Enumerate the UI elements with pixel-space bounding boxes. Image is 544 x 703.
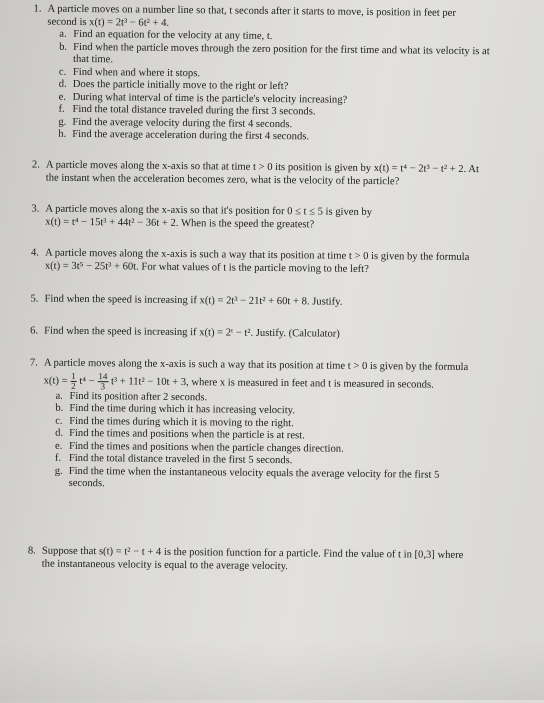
problem-2-line-cont: the instant when the acceleration becomes zero, what is the velocity of the particle?: [46, 172, 532, 190]
problem-7-line: A particle moves along the x-axis is such a way that its position at time t > 0 is given by the formula: [44, 358, 534, 376]
problem-number: 7.: [30, 357, 38, 370]
problem-8-line-cont: the instantaneous velocity is equal to the average velocity.: [42, 558, 532, 576]
problem-5-line: Find when the speed is increasing if x(t) = 2t³ − 21t² + 60t + 8. Justify.: [44, 294, 530, 312]
problem-4-line-cont: x(t) = 3t⁵ − 25t³ + 60t. For what values of t is the particle moving to the left?: [45, 260, 533, 278]
problem-8-line: Suppose that s(t) = t² − t + 4 is the position function for a particle. Find the value of t in [0,3] where: [42, 546, 532, 564]
problem-1-stem-cont: second is x(t) = 2t³ − 6t² + 4.: [47, 16, 533, 34]
problem-4: [31, 247, 533, 252]
problem-3-line: A particle moves along the x-axis so that it's position for 0 ≤ t ≤ 5 is given by: [45, 204, 531, 222]
problem-1-part-e: e. During what interval of time is the particle's velocity increasing?: [59, 91, 533, 108]
problem-1-stem: A particle moves on a number line so that, t seconds after it starts to move, is position in feet per: [47, 4, 533, 22]
problem-7: [30, 357, 534, 362]
problem-number: 2.: [32, 159, 40, 172]
problem-1-part-d: d. Does the particle initially move to the right or left?: [59, 79, 533, 96]
problem-1-part-g: g. Find the average velocity during the first 4 seconds.: [58, 116, 532, 133]
problem-number: 5.: [30, 293, 38, 306]
paper-shadow: [0, 640, 544, 700]
problem-7-equation: x(t) = $\frac{1}{2}$ t⁴ − $\frac{14}{3}$ t³ + 11t² − 10t + 3, where x is measured in feet and t is measured in seconds.: [44, 371, 534, 395]
problem-7-part-g: g. Find the time when the instantaneous velocity equals the average velocity for the first 5 seconds.: [55, 465, 533, 495]
problem-7-part-e: e. Find the times and positions when the particle changes direction.: [55, 440, 533, 458]
problem-1-part-a: a. Find an equation for the velocity at any time, t.: [59, 29, 533, 46]
problem-6-line: Find when the speed is increasing if x(t) = 2ᵗ − t². Justify. (Calculator): [44, 326, 530, 344]
fraction-fourteen-thirds: $\frac{14}{3}$: [97, 372, 108, 391]
problem-8: [28, 545, 532, 550]
problem-2: [32, 159, 532, 164]
problem-7-part-d: d. Find the times and positions when the particle is at rest.: [55, 428, 533, 446]
problem-number: 4.: [31, 247, 39, 260]
problem-number: 1.: [33, 3, 41, 16]
problem-2-line: A particle moves along the x-axis so that at time t > 0 its position is given by x(t) = t⁴ − 2t³ − t² + 2. At: [46, 160, 532, 178]
problem-4-line: A particle moves along the x-axis is such a way that its position at time t > 0 is given by the formula: [45, 248, 533, 266]
problem-7-part-b: b. Find the time during which it has increasing velocity.: [55, 403, 533, 421]
problem-1-part-f: f. Find the total distance traveled during the first 3 seconds.: [58, 104, 532, 121]
problem-7-part-a: a. Find its position after 2 seconds.: [55, 390, 533, 408]
problem-7-part-c: c. Find the times during which it is moving to the right.: [55, 415, 533, 433]
problem-1-part-h: h. Find the average acceleration during the first 4 seconds.: [58, 129, 532, 146]
problem-number: 6.: [30, 325, 38, 338]
problem-number: 8.: [28, 545, 36, 558]
problem-3-line-cont: x(t) = t⁴ − 15t³ + 44t² − 36t + 2. When is the speed the greatest?: [45, 216, 531, 234]
problem-1: [34, 3, 534, 8]
fraction-one-half: $\frac{1}{2}$: [70, 371, 77, 390]
problem-6: [30, 325, 530, 330]
problem-7-part-f: f. Find the total distance traveled in the first 5 seconds.: [55, 453, 533, 471]
problem-number: 3.: [31, 203, 39, 216]
problem-3: [32, 203, 532, 208]
problem-5: [31, 293, 531, 298]
problem-1-part-c: c. Find when and where it stops.: [59, 66, 533, 83]
problem-1-part-b: b. Find when the particle moves through the zero position for the first time and what its velocity is at that time.: [59, 41, 533, 71]
